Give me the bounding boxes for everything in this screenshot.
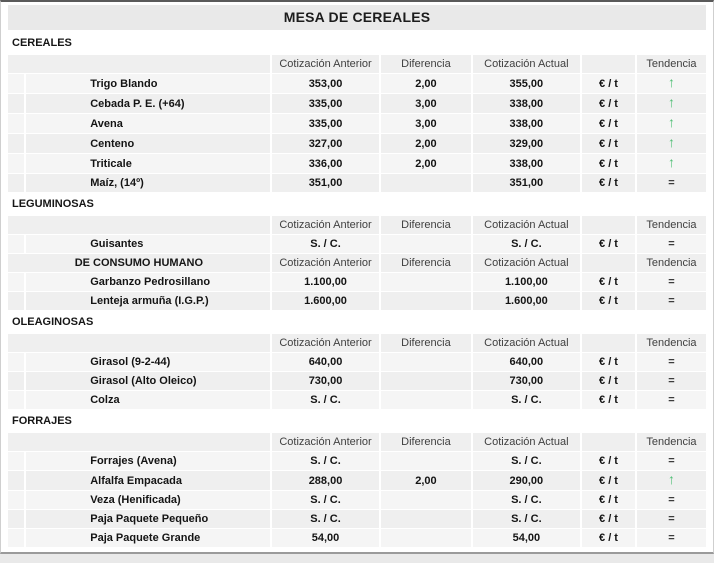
value-cotizacion-anterior: 351,00 — [272, 174, 380, 192]
value-diferencia — [381, 174, 470, 192]
unit-label: € / t — [582, 273, 635, 291]
value-cotizacion-actual: S. / C. — [473, 235, 581, 253]
column-header-row — [8, 216, 706, 234]
unit-label: € / t — [582, 510, 635, 528]
value-cotizacion-anterior: S. / C. — [272, 391, 380, 409]
table-row — [8, 94, 706, 113]
column-header-row — [8, 55, 706, 73]
value-diferencia: 3,00 — [381, 94, 470, 113]
table-row — [8, 114, 706, 133]
trend-up-icon: ↑ — [667, 154, 675, 170]
trend-cell — [637, 491, 706, 509]
indent-cell — [8, 94, 24, 113]
indent-cell — [8, 134, 24, 153]
unit-label: € / t — [582, 529, 635, 547]
value-cotizacion-actual: 54,00 — [473, 529, 581, 547]
value-cotizacion-anterior: 1.600,00 — [272, 292, 380, 310]
product-name: Triticale — [26, 154, 270, 173]
trend-cell — [637, 154, 706, 173]
col-header-diferencia: Diferencia — [381, 254, 470, 272]
value-diferencia — [381, 273, 470, 291]
trend-up-icon: ↑ — [667, 114, 675, 130]
trend-cell — [637, 114, 706, 133]
section-header-row — [8, 410, 706, 432]
unit-label: € / t — [582, 391, 635, 409]
trend-equal-icon: = — [668, 375, 675, 387]
section-title: FORRAJES — [8, 410, 706, 432]
price-table — [6, 31, 708, 548]
value-diferencia: 2,00 — [381, 134, 470, 153]
unit-label: € / t — [582, 154, 635, 173]
value-cotizacion-anterior: S. / C. — [272, 452, 380, 470]
value-cotizacion-actual: 290,00 — [473, 471, 581, 490]
col-header-cotizacion-anterior: Cotización Anterior — [272, 433, 380, 451]
unit-label: € / t — [582, 74, 635, 93]
group-label — [8, 216, 270, 234]
product-name: Centeno — [26, 134, 270, 153]
column-header-row — [8, 254, 706, 272]
column-header-row — [8, 334, 706, 352]
trend-equal-icon: = — [668, 356, 675, 368]
value-cotizacion-actual: 1.600,00 — [473, 292, 581, 310]
value-cotizacion-anterior: 54,00 — [272, 529, 380, 547]
trend-cell — [637, 273, 706, 291]
indent-cell — [8, 273, 24, 291]
col-header-cotizacion-anterior: Cotización Anterior — [272, 254, 380, 272]
col-header-cotizacion-actual: Cotización Actual — [473, 433, 581, 451]
indent-cell — [8, 372, 24, 390]
table-row — [8, 154, 706, 173]
trend-cell — [637, 235, 706, 253]
value-cotizacion-anterior: 730,00 — [272, 372, 380, 390]
unit-label: € / t — [582, 491, 635, 509]
value-cotizacion-actual: 329,00 — [473, 134, 581, 153]
table-row — [8, 372, 706, 390]
trend-equal-icon: = — [668, 276, 675, 288]
col-header-cotizacion-actual: Cotización Actual — [473, 254, 581, 272]
unit-label: € / t — [582, 452, 635, 470]
product-name: Girasol (9-2-44) — [26, 353, 270, 371]
product-name: Paja Paquete Grande — [26, 529, 270, 547]
value-cotizacion-anterior: 288,00 — [272, 471, 380, 490]
value-diferencia: 2,00 — [381, 471, 470, 490]
value-diferencia — [381, 491, 470, 509]
unit-label: € / t — [582, 174, 635, 192]
table-row — [8, 491, 706, 509]
table-row — [8, 452, 706, 470]
indent-cell — [8, 235, 24, 253]
trend-cell — [637, 471, 706, 490]
value-cotizacion-actual: S. / C. — [473, 510, 581, 528]
section-title: CEREALES — [8, 32, 706, 54]
col-header-unit — [582, 55, 635, 73]
trend-cell — [637, 391, 706, 409]
trend-cell — [637, 292, 706, 310]
section-title: LEGUMINOSAS — [8, 193, 706, 215]
indent-cell — [8, 174, 24, 192]
indent-cell — [8, 471, 24, 490]
trend-up-icon: ↑ — [667, 94, 675, 110]
price-table-body — [8, 32, 706, 547]
value-cotizacion-anterior: 353,00 — [272, 74, 380, 93]
col-header-tendencia: Tendencia — [637, 334, 706, 352]
col-header-diferencia: Diferencia — [381, 216, 470, 234]
unit-label: € / t — [582, 134, 635, 153]
group-label — [8, 55, 270, 73]
indent-cell — [8, 391, 24, 409]
indent-cell — [8, 452, 24, 470]
trend-cell — [637, 134, 706, 153]
value-cotizacion-anterior: 336,00 — [272, 154, 380, 173]
value-diferencia — [381, 391, 470, 409]
value-cotizacion-actual: 640,00 — [473, 353, 581, 371]
product-name: Avena — [26, 114, 270, 133]
value-diferencia: 3,00 — [381, 114, 470, 133]
product-name: Trigo Blando — [26, 74, 270, 93]
group-label — [8, 433, 270, 451]
unit-label: € / t — [582, 94, 635, 113]
table-row — [8, 353, 706, 371]
section-title: OLEAGINOSAS — [8, 311, 706, 333]
product-name: Colza — [26, 391, 270, 409]
value-cotizacion-actual: S. / C. — [473, 452, 581, 470]
col-header-diferencia: Diferencia — [381, 55, 470, 73]
trend-cell — [637, 353, 706, 371]
trend-equal-icon: = — [668, 177, 675, 189]
col-header-cotizacion-anterior: Cotización Anterior — [272, 216, 380, 234]
trend-up-icon: ↑ — [667, 471, 675, 487]
trend-equal-icon: = — [668, 494, 675, 506]
product-name: Alfalfa Empacada — [26, 471, 270, 490]
col-header-cotizacion-actual: Cotización Actual — [473, 55, 581, 73]
col-header-tendencia: Tendencia — [637, 254, 706, 272]
trend-up-icon: ↑ — [667, 134, 675, 150]
product-name: Veza (Henificada) — [26, 491, 270, 509]
trend-equal-icon: = — [668, 455, 675, 467]
indent-cell — [8, 74, 24, 93]
indent-cell — [8, 353, 24, 371]
col-header-diferencia: Diferencia — [381, 334, 470, 352]
value-cotizacion-anterior: S. / C. — [272, 510, 380, 528]
value-diferencia: 2,00 — [381, 74, 470, 93]
table-row — [8, 74, 706, 93]
trend-cell — [637, 74, 706, 93]
value-diferencia — [381, 510, 470, 528]
value-cotizacion-actual: S. / C. — [473, 491, 581, 509]
col-header-unit — [582, 433, 635, 451]
unit-label: € / t — [582, 292, 635, 310]
product-name: Paja Paquete Pequeño — [26, 510, 270, 528]
value-diferencia — [381, 372, 470, 390]
col-header-diferencia: Diferencia — [381, 433, 470, 451]
col-header-cotizacion-anterior: Cotización Anterior — [272, 334, 380, 352]
col-header-unit — [582, 216, 635, 234]
trend-cell — [637, 529, 706, 547]
unit-label: € / t — [582, 372, 635, 390]
value-cotizacion-anterior: 327,00 — [272, 134, 380, 153]
group-label: DE CONSUMO HUMANO — [8, 254, 270, 272]
table-row — [8, 235, 706, 253]
indent-cell — [8, 114, 24, 133]
table-row — [8, 510, 706, 528]
trend-equal-icon: = — [668, 513, 675, 525]
bottom-strip — [0, 554, 714, 563]
trend-cell — [637, 372, 706, 390]
indent-cell — [8, 510, 24, 528]
trend-equal-icon: = — [668, 238, 675, 250]
value-cotizacion-anterior: S. / C. — [272, 491, 380, 509]
value-cotizacion-actual: 1.100,00 — [473, 273, 581, 291]
value-diferencia — [381, 529, 470, 547]
col-header-unit — [582, 334, 635, 352]
col-header-tendencia: Tendencia — [637, 55, 706, 73]
value-cotizacion-actual: 355,00 — [473, 74, 581, 93]
value-cotizacion-actual: 351,00 — [473, 174, 581, 192]
column-header-row — [8, 433, 706, 451]
value-diferencia: 2,00 — [381, 154, 470, 173]
trend-cell — [637, 174, 706, 192]
col-header-tendencia: Tendencia — [637, 216, 706, 234]
value-diferencia — [381, 353, 470, 371]
col-header-cotizacion-actual: Cotización Actual — [473, 334, 581, 352]
product-name: Girasol (Alto Oleico) — [26, 372, 270, 390]
value-cotizacion-actual: 730,00 — [473, 372, 581, 390]
trend-equal-icon: = — [668, 295, 675, 307]
product-name: Forrajes (Avena) — [26, 452, 270, 470]
page-title: MESA DE CEREALES — [8, 5, 706, 30]
table-row — [8, 273, 706, 291]
col-header-cotizacion-actual: Cotización Actual — [473, 216, 581, 234]
value-cotizacion-anterior: S. / C. — [272, 235, 380, 253]
unit-label: € / t — [582, 353, 635, 371]
indent-cell — [8, 154, 24, 173]
value-cotizacion-actual: 338,00 — [473, 154, 581, 173]
table-row — [8, 471, 706, 490]
unit-label: € / t — [582, 471, 635, 490]
trend-equal-icon: = — [668, 532, 675, 544]
product-name: Cebada P. E. (+64) — [26, 94, 270, 113]
indent-cell — [8, 292, 24, 310]
section-header-row — [8, 311, 706, 333]
value-diferencia — [381, 452, 470, 470]
value-diferencia — [381, 292, 470, 310]
product-name: Guisantes — [26, 235, 270, 253]
value-cotizacion-anterior: 640,00 — [272, 353, 380, 371]
section-header-row — [8, 32, 706, 54]
value-cotizacion-anterior: 335,00 — [272, 114, 380, 133]
col-header-unit — [582, 254, 635, 272]
value-cotizacion-actual: 338,00 — [473, 114, 581, 133]
indent-cell — [8, 529, 24, 547]
table-row — [8, 134, 706, 153]
table-row — [8, 391, 706, 409]
col-header-tendencia: Tendencia — [637, 433, 706, 451]
unit-label: € / t — [582, 235, 635, 253]
trend-cell — [637, 94, 706, 113]
table-row — [8, 292, 706, 310]
group-label — [8, 334, 270, 352]
trend-up-icon: ↑ — [667, 74, 675, 90]
indent-cell — [8, 491, 24, 509]
value-cotizacion-actual: S. / C. — [473, 391, 581, 409]
trend-equal-icon: = — [668, 394, 675, 406]
value-cotizacion-anterior: 335,00 — [272, 94, 380, 113]
value-diferencia — [381, 235, 470, 253]
product-name: Maíz, (14º) — [26, 174, 270, 192]
product-name: Garbanzo Pedrosillano — [26, 273, 270, 291]
col-header-cotizacion-anterior: Cotización Anterior — [272, 55, 380, 73]
table-row — [8, 529, 706, 547]
table-row — [8, 174, 706, 192]
trend-cell — [637, 510, 706, 528]
value-cotizacion-actual: 338,00 — [473, 94, 581, 113]
product-name: Lenteja armuña (I.G.P.) — [26, 292, 270, 310]
unit-label: € / t — [582, 114, 635, 133]
section-header-row — [8, 193, 706, 215]
trend-cell — [637, 452, 706, 470]
value-cotizacion-anterior: 1.100,00 — [272, 273, 380, 291]
